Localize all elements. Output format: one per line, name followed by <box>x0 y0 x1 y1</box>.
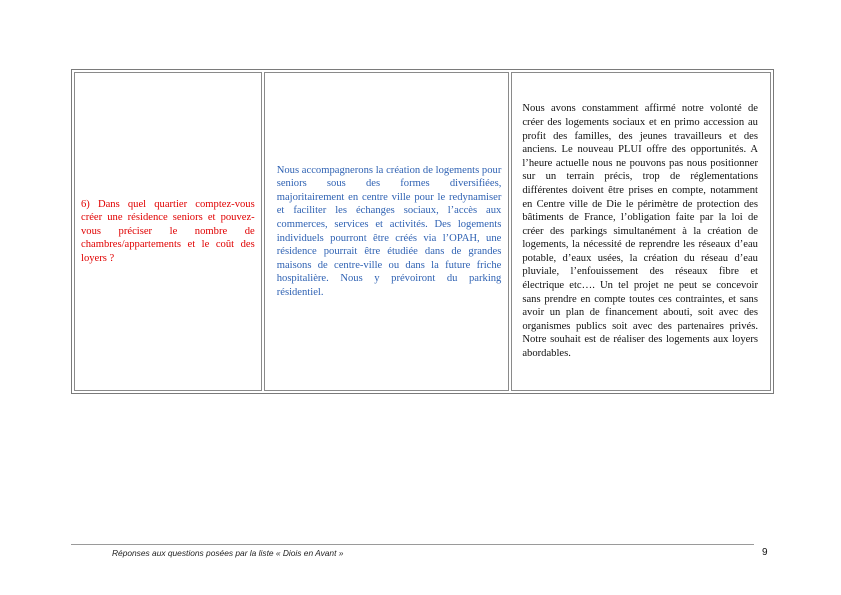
footer-caption: Réponses aux questions posées par la liste « Diois en Avant » <box>112 548 344 558</box>
footer-divider <box>71 544 754 545</box>
page-number: 9 <box>762 547 768 558</box>
question-text: 6) Dans quel quartier comptez-vous créer une résidence seniors et pouvez-vous préciser le nombre de chambres/appartements et le coût des loyers ? <box>81 198 255 264</box>
other-answer-cell <box>511 72 771 391</box>
question-cell <box>74 72 262 391</box>
list-answer-text: Nous accompagnerons la création de logements pour seniors sous des formes diversifiées, majoritairement en centre ville pour le redynamiser et faciliter les échanges sociaux, l’accès aux commerces, services et activités. Des logements individuels pourront être créés via l’OPAH, une résidence pourrait être étudiée dans de grandes maisons de centre-ville ou dans la future friche hospitalière. Nous y prévoiront du parking résidentiel. <box>276 164 502 298</box>
qa-table <box>71 69 774 394</box>
list-answer-cell <box>264 72 510 391</box>
other-answer-text: Nous avons constamment affirmé notre volonté de créer des logements sociaux et en primo accession au profit des familles, des jeunes travailleurs et des anciens. Le nouveau PLUI offre des opportunités. A l’heure actuelle nous ne pouvons pas nous positionner sur un terrain précis, trop de réglementations différentes doivent être prises en compte, notamment en Centre ville de Die le périmètre de protection des bâtiments de France, l’obligation faite par la loi de créer des parkings simultanément à la création de logements, la nécessité de reprendre les réseaux d’eau potable, d’eaux usées, la création du réseau d’eau pluviale, l’enfouissement des réseaux fibre et électrique etc…. Un tel projet ne peut se concevoir sans prendre en compte toutes ces contraintes, et sans avoir un plan de financement abouti, soit avec des organismes publics soit avec des partenaires privés. Notre souhait est de réaliser des logements aux loyers abordables. <box>522 103 758 360</box>
